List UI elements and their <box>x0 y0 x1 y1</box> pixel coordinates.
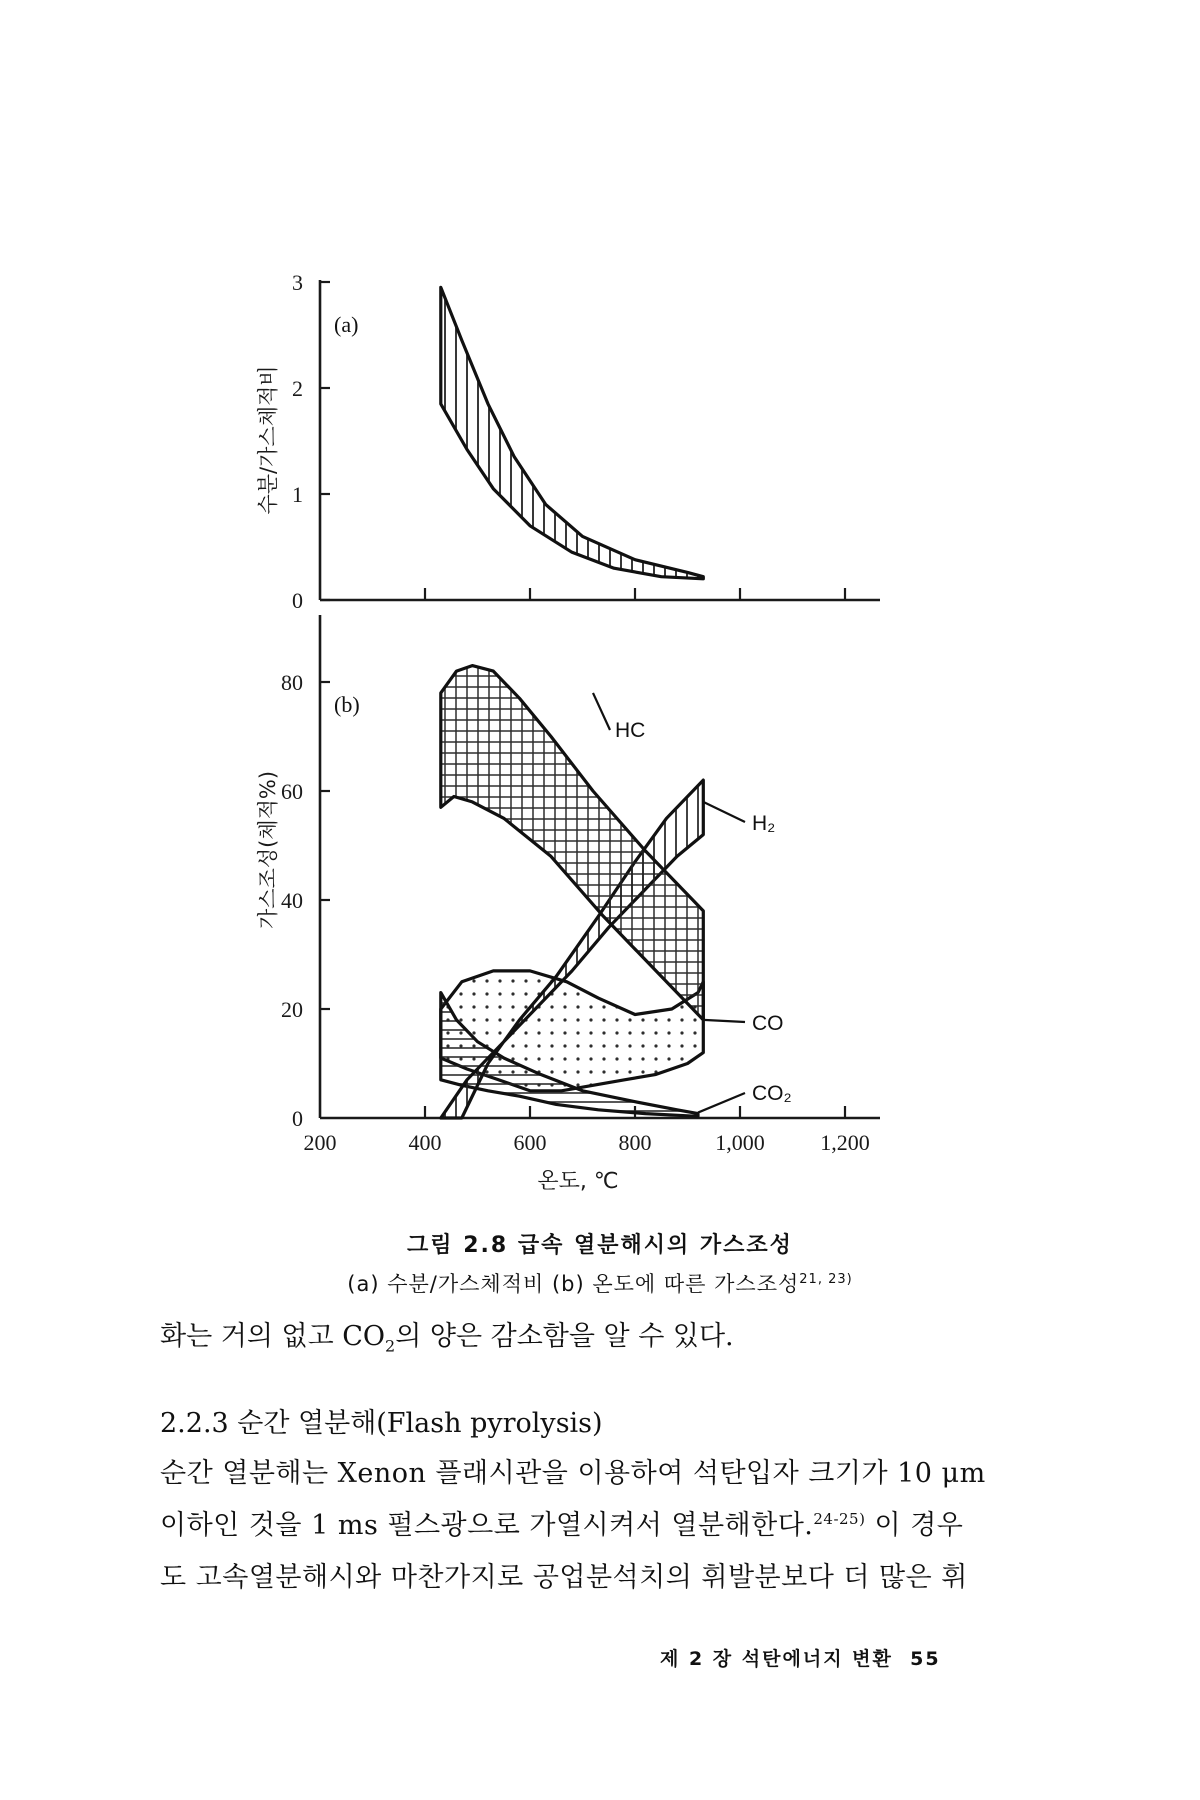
panel-a <box>256 270 880 613</box>
p1-subscript: 2 <box>385 1336 396 1356</box>
series-0-leader-line <box>593 693 610 730</box>
a-y-tick-label: 2 <box>292 376 303 401</box>
b-x-tick-label: 200 <box>303 1130 337 1155</box>
paragraph-line-1 <box>160 1323 1060 1354</box>
figure-caption-subtitle <box>0 1268 1200 1298</box>
b-x-tick-label: 400 <box>408 1130 442 1155</box>
figure-caption-title: 그림 2.8 급속 열분해시의 가스조성 <box>407 1233 793 1258</box>
caption-subtitle-text: (a) 수분/가스체적비 (b) 온도에 따른 가스조성 <box>347 1272 800 1296</box>
series-1-label: H₂ <box>752 812 776 835</box>
b-x-tick-label: 1,000 <box>715 1130 765 1155</box>
panel-a-label: (a) <box>334 312 359 337</box>
page-footer <box>660 1644 941 1671</box>
panel-a-y-ticks <box>292 270 330 613</box>
paragraph-line-2: 순간 열분해는 Xenon 플래시관을 이용하여 석탄입자 크기가 10 μm <box>160 1458 986 1489</box>
a-band-fill <box>441 287 704 579</box>
b-x-tick-label: 800 <box>618 1130 652 1155</box>
b-y-tick-label: 0 <box>292 1106 303 1131</box>
section-heading: 2.2.3 순간 열분해(Flash pyrolysis) <box>160 1408 603 1439</box>
panel-b-label: (b) <box>334 692 360 717</box>
series-3-leader-line <box>698 1093 745 1113</box>
panel-a-bands <box>441 287 704 579</box>
series-3-label: CO₂ <box>752 1082 792 1105</box>
series-2-leader-line <box>703 1020 745 1022</box>
p3-text-b: 이 경우 <box>865 1510 964 1541</box>
panel-b-y-axis-label: 가스조성(체적%) <box>256 770 280 930</box>
paragraph-line-4: 도 고속열분해시와 마찬가지로 공업분석치의 휘발분보다 더 많은 휘 <box>160 1562 968 1593</box>
p3-reference: 24-25) <box>813 1510 866 1528</box>
a-y-tick-label: 0 <box>292 588 303 613</box>
p3-text-a: 이하인 것을 1 ms 펄스광으로 가열시켜서 열분해한다. <box>160 1510 814 1541</box>
caption-reference: 21, 23) <box>799 1272 853 1287</box>
footer-chapter: 제 2 장 석탄에너지 변환 <box>660 1648 893 1670</box>
panel-b-bands <box>441 666 704 1118</box>
paragraph-line-3 <box>160 1512 1060 1539</box>
p1-text-b: 의 양은 감소함을 알 수 있다. <box>395 1321 734 1352</box>
b-x-tick-label: 1,200 <box>820 1130 870 1155</box>
b-y-tick-label: 60 <box>281 779 303 804</box>
b-x-tick-label: 600 <box>513 1130 547 1155</box>
b-y-tick-label: 80 <box>281 670 303 695</box>
b-y-tick-label: 20 <box>281 997 303 1022</box>
b-y-tick-label: 40 <box>281 888 303 913</box>
series-2-label: CO <box>752 1012 784 1035</box>
panel-a-x-ticks <box>425 588 845 600</box>
panel-b <box>256 615 880 1194</box>
a-y-tick-label: 1 <box>292 482 303 507</box>
panel-b-x-axis-label: 온도, ℃ <box>537 1169 619 1194</box>
series-0-label: HC <box>615 719 646 742</box>
a-y-tick-label: 3 <box>292 270 303 295</box>
p1-text-a: 화는 거의 없고 CO <box>160 1321 386 1352</box>
panel-b-x-ticks <box>304 1106 870 1155</box>
page-number: 55 <box>910 1648 941 1670</box>
panel-a-y-axis-label: 수분/가스체적비 <box>256 365 280 515</box>
panel-b-y-ticks <box>281 670 330 1131</box>
series-1-leader-line <box>703 802 745 822</box>
